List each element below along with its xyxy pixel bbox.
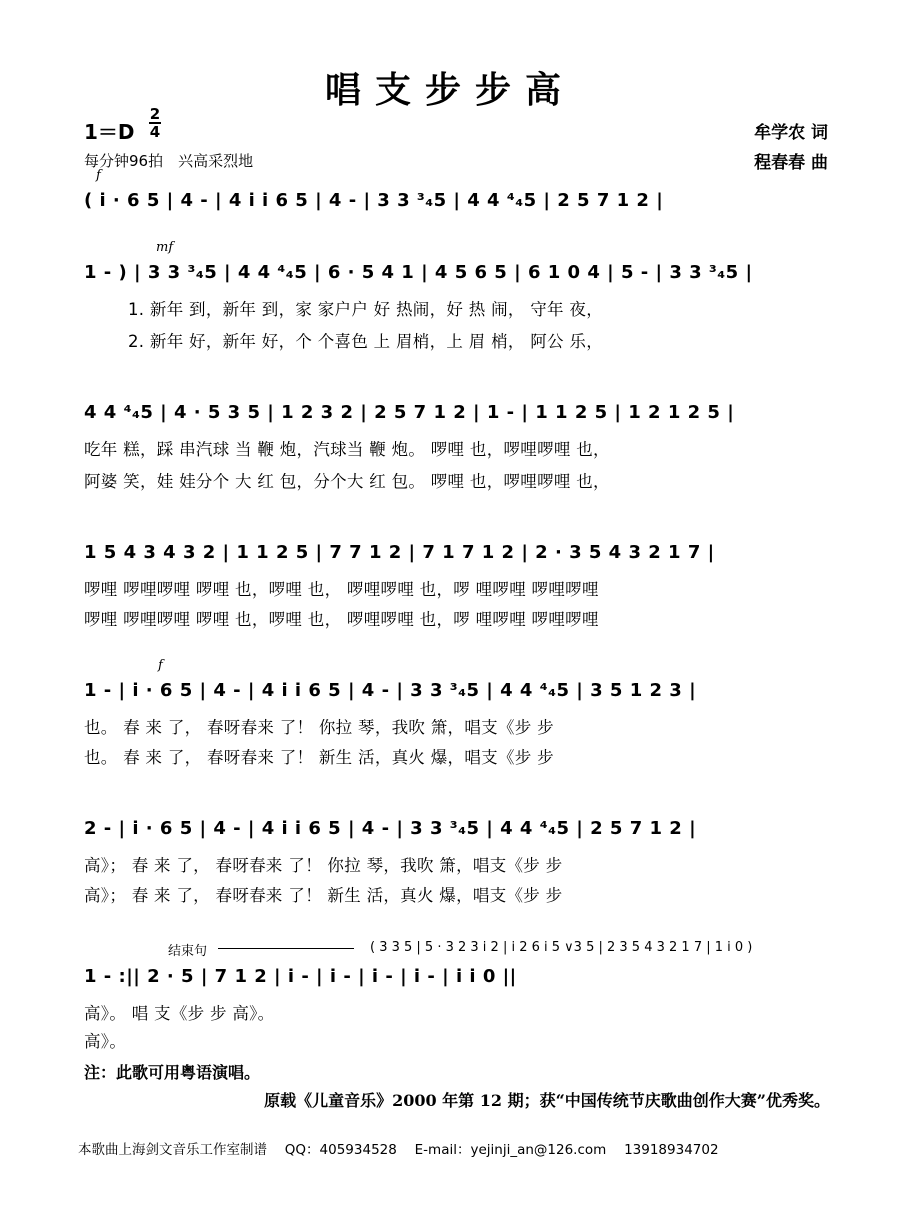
staff-line-6: 2 - | i · 6 5 | 4 - | 4 i i 6 5 | 4 - | 3 3 ³₄5 | 4 4 ⁴₄5 | 2 5 7 1 2 | xyxy=(84,818,697,839)
key-signature: 1＝D xyxy=(84,120,135,144)
lyric-verse-2: 阿婆 笑，娃 娃分个 大 红 包，分个大 红 包。 啰哩 也，啰哩啰哩 也， xyxy=(84,472,610,491)
staff-line-2: 1 - ) | 3 3 ³₄5 | 4 4 ⁴₄5 | 6 · 5 4 1 | 4 5 6 5 | 6 1 0 4 | 5 - | 3 3 ³₄5 | xyxy=(84,262,753,283)
closing-label: 结束句 xyxy=(168,944,208,959)
time-signature xyxy=(148,106,162,140)
note-text: 此歌可用粤语演唱。 xyxy=(116,1063,261,1082)
lyric-verse-1: 啰哩 啰哩啰哩 啰哩 也，啰哩 也， 啰哩啰哩 也，啰 哩啰哩 啰哩啰哩 xyxy=(84,580,599,599)
lyric-verse-2: 也。 春 来 了， 春呀春来 了！ 新生 活，真火 爆，唱支《步 步 xyxy=(84,748,554,767)
closing-notes: ( 3 3 5 | 5 · 3 2 3 i 2 | i 2 6 i 5 ∨3 5 | 2 3 5 4 3 2 1 7 | 1 i 0 ) xyxy=(370,940,753,955)
tempo-marking: 每分钟96拍 兴高采烈地 xyxy=(84,152,254,170)
staff-line-1: ( i · 6 5 | 4 - | 4 i i 6 5 | 4 - | 3 3 ³₄5 | 4 4 ⁴₄5 | 2 5 7 1 2 | xyxy=(84,190,664,211)
performance-note xyxy=(84,1060,260,1083)
dynamic-mark: f xyxy=(96,168,101,183)
lyric-verse-2: 2. 新年 好，新年 好，个 个喜色 上 眉梢，上 眉 梢， 阿公 乐， xyxy=(128,332,603,351)
publication-source: 原载《儿童音乐》2000 年第 12 期；获“中国传统节庆歌曲创作大赛”优秀奖。 xyxy=(264,1091,830,1110)
staff-line-4: 1 5 4 3 4 3 2 | 1 1 2 5 | 7 7 1 2 | 7 1 7 1 2 | 2 · 3 5 4 3 2 1 7 | xyxy=(84,542,715,563)
lyric-verse-1: 1. 新年 到，新年 到，家 家户户 好 热闹，好 热 闹， 守年 夜， xyxy=(128,300,603,319)
footer-contact: 本歌曲上海剑文音乐工作室制谱 QQ：405934528 E-mail：yejinji_an@126.com 13918934702 xyxy=(78,1142,719,1158)
note-label: 注： xyxy=(84,1063,117,1082)
time-signature-bottom: 4 xyxy=(149,123,161,141)
lyricist-credit: 牟学农 词 xyxy=(754,123,828,143)
composer-credit: 程春春 曲 xyxy=(754,153,828,173)
lyric-verse-2: 高》； 春 来 了， 春呀春来 了！ 新生 活，真火 爆，唱支《步 步 xyxy=(84,886,563,905)
closing-leader-line xyxy=(218,948,354,949)
lyric-verse-1: 也。 春 来 了， 春呀春来 了！ 你拉 琴，我吹 箫，唱支《步 步 xyxy=(84,718,554,737)
time-signature-top: 2 xyxy=(149,105,161,123)
lyric-verse-1: 高》。 唱 支《步 步 高》。 xyxy=(84,1004,275,1023)
page-title: 唱支步步高 xyxy=(324,69,575,111)
staff-line-3: 4 4 ⁴₄5 | 4 · 5 3 5 | 1 2 3 2 | 2 5 7 1 2 | 1 - | 1 1 2 5 | 1 2 1 2 5 | xyxy=(84,402,735,423)
lyric-verse-1: 高》； 春 来 了， 春呀春来 了！ 你拉 琴，我吹 箫，唱支《步 步 xyxy=(84,856,563,875)
dynamic-mark: f xyxy=(158,658,163,673)
staff-line-7: 1 - :|| 2 · 5 | 7 1 2 | i - | i - | i - | i - | i i 0 || xyxy=(84,966,517,987)
lyric-verse-2: 啰哩 啰哩啰哩 啰哩 也，啰哩 也， 啰哩啰哩 也，啰 哩啰哩 啰哩啰哩 xyxy=(84,610,599,629)
dynamic-mark: mf xyxy=(156,240,174,255)
lyric-verse-2: 高》。 xyxy=(84,1032,127,1051)
lyric-verse-1: 吃年 糕，踩 串汽球 当 鞭 炮，汽球当 鞭 炮。 啰哩 也，啰哩啰哩 也， xyxy=(84,440,610,459)
staff-line-5: 1 - | i · 6 5 | 4 - | 4 i i 6 5 | 4 - | 3 3 ³₄5 | 4 4 ⁴₄5 | 3 5 1 2 3 | xyxy=(84,680,697,701)
